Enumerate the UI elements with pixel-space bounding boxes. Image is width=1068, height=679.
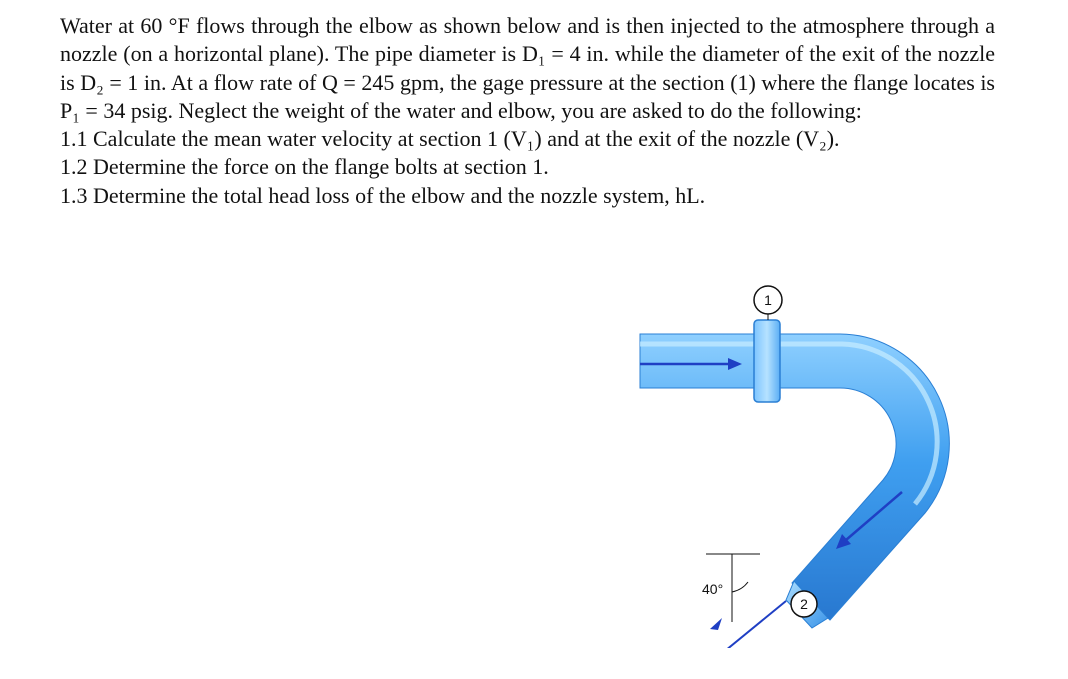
angle-label: 40° [702, 581, 724, 597]
elbow-diagram [630, 278, 960, 648]
section-1-label: 1 [764, 292, 772, 308]
flange [754, 320, 780, 402]
elbow-pipe [640, 334, 949, 620]
section-2-label: 2 [800, 596, 808, 612]
problem-intro: Water at 60 °F flows through the elbow as shown below and is then injected to the atmosphere through a nozzle (on a horizontal plane). The pipe diameter is D₁ = 4 in. while the diameter of the exit of the nozzle is D₂ = 1 in. At a flow rate of Q = 245 gpm, the gage pressure at the section (1) where the flange locates is P₁ = 34 psig. Neglect the weight of the water and elbow, you are asked to do the following: [60, 13, 995, 123]
task-1-3: 1.3 Determine the total head loss of the elbow and the nozzle system, hL. [60, 182, 706, 208]
elbow-nozzle-figure [630, 278, 960, 648]
task-1-2: 1.2 Determine the force on the flange bolts at section 1. [60, 154, 549, 180]
exit-jet-arrow [720, 601, 786, 648]
problem-statement [60, 12, 995, 210]
task-1-1: 1.1 Calculate the mean water velocity at section 1 (V₁) and at the exit of the nozzle (V₂). [60, 126, 840, 152]
